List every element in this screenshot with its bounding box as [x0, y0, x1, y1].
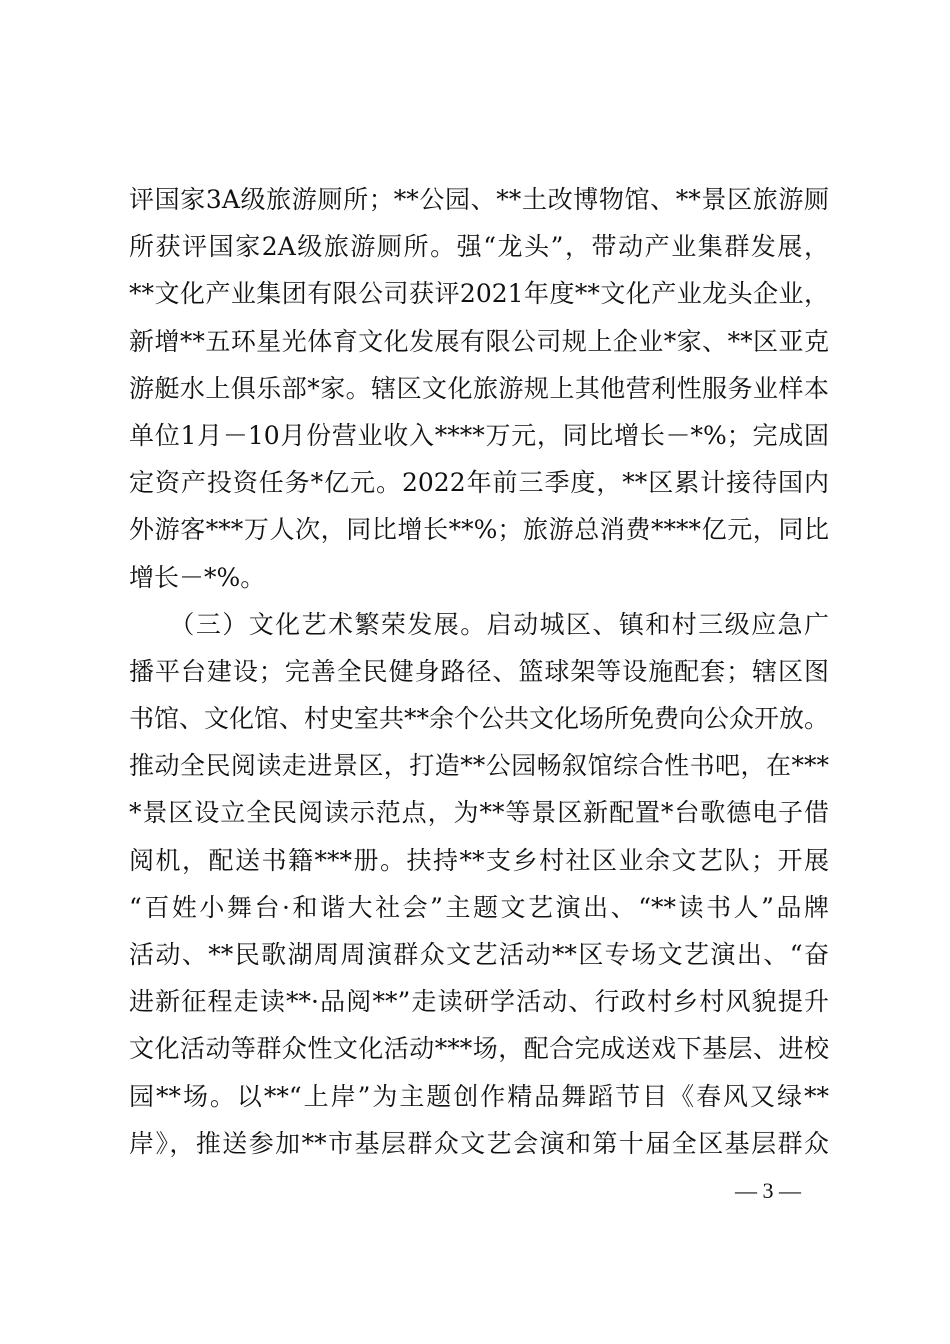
text-line: 园**场。以**“上岸”为主题创作精品舞蹈节目《春风又绿** [129, 1081, 829, 1111]
text-line: 外游客***万人次，同比增长**%；旅游总消费****亿元，同比 [129, 515, 829, 545]
text-line: “百姓小舞台·和谐大社会”主题文艺演出、“**读书人”品牌 [129, 892, 829, 922]
text-line: 阅机，配送书籍***册。扶持**支乡村社区业余文艺队；开展 [129, 845, 829, 875]
page-number: — 3 — [735, 1178, 801, 1203]
body-text [129, 176, 829, 1167]
text-line: **文化产业集团有限公司获评2021年度**文化产业龙头企业， [129, 279, 829, 309]
text-line: 单位1月－10月份营业收入****万元，同比增长－*%；完成固 [129, 420, 829, 450]
text-line: 进新征程走读**·品阅**”走读研学活动、行政村乡村风貌提升 [129, 987, 829, 1017]
text-line: *景区设立全民阅读示范点，为**等景区新配置*台歌德电子借 [129, 798, 829, 828]
text-line: 书馆、文化馆、村史室共**余个公共文化场所免费向公众开放。 [129, 704, 830, 734]
text-line: 播平台建设；完善全民健身路径、篮球架等设施配套；辖区图 [129, 656, 829, 686]
text-line: 岸》，推送参加**市基层群众文艺会演和第十届全区基层群众 [129, 1128, 829, 1158]
text-line: 所获评国家2A级旅游厕所。强“龙头”，带动产业集群发展， [129, 232, 829, 262]
section-heading-line: （三）文化艺术繁荣发展。启动城区、镇和村三级应急广 [129, 609, 829, 639]
text-line: 活动、**民歌湖周周演群众文艺活动**区专场文艺演出、“奋 [129, 940, 829, 969]
text-line: 增长－*%。 [129, 562, 266, 592]
text-line: 推动全民阅读走进景区，打造**公园畅叙馆综合性书吧，在*** [129, 751, 829, 781]
text-line: 新增**五环星光体育文化发展有限公司规上企业*家、**区亚克 [129, 326, 829, 356]
text-line: 定资产投资任务*亿元。2022年前三季度，**区累计接待国内 [129, 468, 829, 498]
text-line: 游艇水上俱乐部*家。辖区文化旅游规上其他营利性服务业样本 [129, 373, 829, 403]
text-line: 评国家3A级旅游厕所；**公园、**土改博物馆、**景区旅游厕 [129, 185, 829, 214]
text-line: 文化活动等群众性文化活动***场，配合完成送戏下基层、进校 [129, 1034, 829, 1064]
